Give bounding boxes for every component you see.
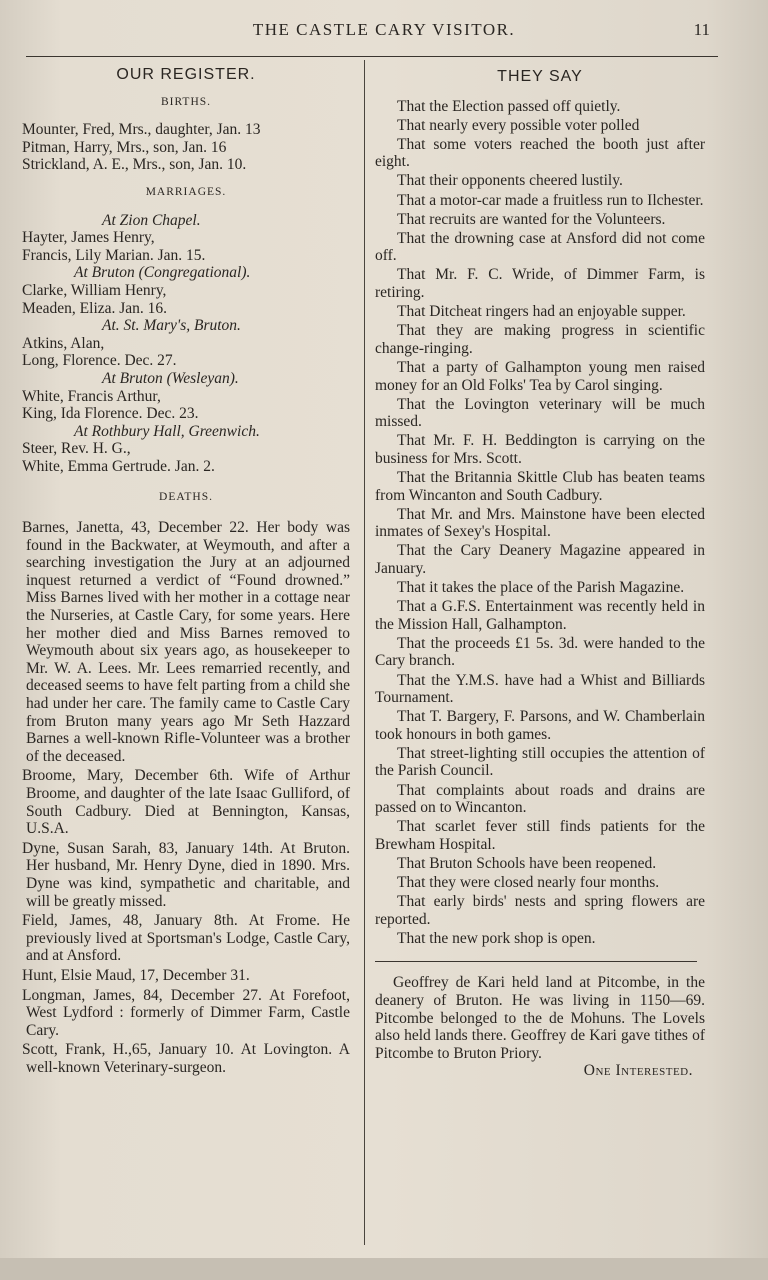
marriages-list bbox=[22, 212, 350, 476]
marriage-name: Meaden, Eliza. Jan. 16. bbox=[22, 299, 168, 317]
death-notice: Dyne, Susan Sarah, 83, January 14th. At Bruton. Her husband, Mr. Henry Dyne, died in 1890. Mrs. Dyne was kind, sympathetic and charitable, and will be greatly missed. bbox=[22, 839, 350, 910]
they-say-item: That the Lovington veterinary will be much missed. bbox=[375, 395, 705, 431]
page-bottom-edge bbox=[0, 1258, 768, 1280]
they-say-item: That the Britannia Skittle Club has beaten teams from Wincanton and South Cadbury. bbox=[375, 468, 705, 504]
they-say-item: That they are making progress in scientific change-ringing. bbox=[375, 322, 705, 357]
death-notice: Barnes, Janetta, 43, December 22. Her body was found in the Backwater, at Weymouth, and after a searching investigation the Jury at an adjourned inquest returned a verdict of “Found drowned.” Miss Barnes lived with her mother in a cottage near the Nurseries, at Castle Cary, for some years. Here her mother died and Miss Barnes removed to Weymouth about six years ago, as housekeeper to Mr. W. A. Lees. Mr. Lees remarried recently, and deceased seems to have felt parting from a child she had under her care. The family came to Castle Cary from Bruton many years ago Mr Seth Hazzard Barnes a well-known Rifle-Volunteer was a brother of the deceased. bbox=[22, 519, 350, 765]
page-header-title: THE CASTLE CARY VISITOR. bbox=[252, 20, 516, 39]
marriage-name: Long, Florence. Dec. 27. bbox=[22, 352, 177, 370]
they-say-item: That early birds' nests and spring flowers are reported. bbox=[375, 893, 705, 928]
they-say-item: That a G.F.S. Entertainment was recently held in the Mission Hall, Galhampton. bbox=[375, 598, 705, 633]
they-say-item: That their opponents cheered lustily. bbox=[397, 172, 623, 190]
note-signature: One Interested. bbox=[583, 1062, 693, 1080]
they-say-item: That some voters reached the booth just after eight. bbox=[375, 135, 705, 171]
they-say-item: That they were closed nearly four months. bbox=[397, 874, 660, 892]
they-say-item: That the Y.M.S. have had a Whist and Billiards Tournament. bbox=[375, 671, 705, 707]
they-say-item: That Ditcheat ringers had an enjoyable supper. bbox=[397, 303, 686, 321]
they-say-item: That the proceeds £1 5s. 3d. were handed to the Cary branch. bbox=[375, 634, 705, 670]
they-say-item: That Bruton Schools have been reopened. bbox=[397, 854, 657, 872]
birth-entry: Mounter, Fred, Mrs., daughter, Jan. 13 bbox=[22, 121, 261, 139]
marriage-name: White, Emma Gertrude. Jan. 2. bbox=[22, 457, 215, 475]
they-say-item: That Mr. and Mrs. Mainstone have been elected inmates of Sexey's Hospital. bbox=[375, 505, 705, 541]
they-say-list bbox=[375, 98, 705, 948]
marriages-heading: MARRIAGES. bbox=[145, 185, 227, 198]
history-note: Geoffrey de Kari held land at Pitcombe, in the deanery of Bruton. He was living in 1150—69. Pitcombe belonged to the de Mohuns. The Lovels also held lands there. Geoffrey de Kari gave tithes of Pitcombe to Bruton Priory. bbox=[375, 974, 705, 1062]
page-number: 11 bbox=[693, 20, 710, 39]
death-notice: Longman, James, 84, December 27. At Forefoot, West Lydford : formerly of Dimmer Farm, Castle Cary. bbox=[22, 986, 350, 1039]
deaths-list bbox=[22, 519, 350, 1076]
they-say-item: That it takes the place of the Parish Magazine. bbox=[397, 579, 685, 597]
they-say-item: That the Election passed off quietly. bbox=[397, 97, 621, 115]
they-say-item: That nearly every possible voter polled bbox=[397, 116, 640, 134]
birth-entry: Strickland, A. E., Mrs., son, Jan. 10. bbox=[22, 156, 247, 174]
death-notice: Hunt, Elsie Maud, 17, December 31. bbox=[22, 966, 250, 984]
marriage-name: Steer, Rev. H. G., bbox=[22, 440, 131, 458]
marriage-name: Atkins, Alan, bbox=[22, 334, 105, 352]
column-divider bbox=[364, 60, 365, 1245]
they-say-item: That street-lighting still occupies the attention of the Parish Council. bbox=[375, 744, 705, 780]
marriage-name: Clarke, William Henry, bbox=[22, 281, 167, 299]
they-say-item: That the new pork shop is open. bbox=[397, 929, 596, 947]
they-say-column bbox=[375, 64, 705, 1080]
register-heading: OUR REGISTER. bbox=[116, 66, 256, 83]
marriage-venue: At. St. Mary's, Bruton. bbox=[102, 317, 241, 335]
they-say-item: That scarlet fever still finds patients for the Brewham Hospital. bbox=[375, 818, 705, 853]
register-column bbox=[22, 64, 350, 1078]
they-say-item: That Mr. F. C. Wride, of Dimmer Farm, is retiring. bbox=[375, 266, 705, 302]
they-say-heading: THEY SAY bbox=[497, 68, 583, 85]
marriage-venue: At Zion Chapel. bbox=[102, 211, 201, 229]
they-say-item: That recruits are wanted for the Volunteers. bbox=[397, 210, 666, 228]
death-notice: Scott, Frank, H.,65, January 10. At Lovington. A well-known Veterinary-surgeon. bbox=[22, 1041, 350, 1076]
death-notice: Field, James, 48, January 8th. At Frome. He previously lived at Sportsman's Lodge, Castle Cary, and at Ansford. bbox=[22, 912, 350, 965]
marriage-venue: At Bruton (Wesleyan). bbox=[102, 369, 239, 387]
header-rule bbox=[26, 56, 718, 57]
death-notice: Broome, Mary, December 6th. Wife of Arthur Broome, and daughter of the late Isaac Gulliford, of South Cadbury. Died at Bennington, Kansas, U.S.A. bbox=[22, 767, 350, 838]
marriage-name: Francis, Lily Marian. Jan. 15. bbox=[22, 246, 206, 264]
marriage-name: White, Francis Arthur, bbox=[22, 387, 161, 405]
they-say-item: That a party of Galhampton young men raised money for an Old Folks' Tea by Carol singing. bbox=[375, 358, 705, 394]
they-say-item: That T. Bargery, F. Parsons, and W. Chamberlain took honours in both games. bbox=[375, 708, 705, 743]
marriage-venue: At Rothbury Hall, Greenwich. bbox=[74, 422, 260, 440]
they-say-item: That complaints about roads and drains are passed on to Wincanton. bbox=[375, 781, 705, 817]
they-say-item: That a motor-car made a fruitless run to Ilchester. bbox=[397, 191, 704, 209]
they-say-item: That Mr. F. H. Beddington is carrying on the business for Mrs. Scott. bbox=[375, 432, 705, 467]
births-list bbox=[22, 121, 350, 174]
birth-entry: Pitman, Harry, Mrs., son, Jan. 16 bbox=[22, 138, 227, 156]
they-say-item: That the drowning case at Ansford did not come off. bbox=[375, 229, 705, 265]
marriage-name: King, Ida Florence. Dec. 23. bbox=[22, 405, 199, 423]
they-say-item: That the Cary Deanery Magazine appeared in January. bbox=[375, 542, 705, 577]
births-heading: BIRTHS. bbox=[160, 95, 212, 108]
marriage-name: Hayter, James Henry, bbox=[22, 229, 155, 247]
note-divider bbox=[375, 961, 697, 962]
marriage-venue: At Bruton (Congregational). bbox=[74, 264, 251, 282]
deaths-heading: DEATHS. bbox=[159, 491, 213, 504]
